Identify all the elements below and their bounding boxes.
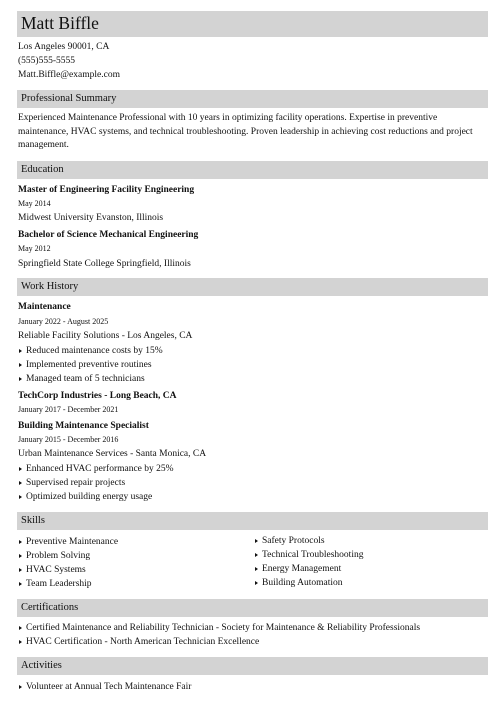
section-header-skills	[17, 512, 488, 530]
contact-email: Matt.Biffle@example.com	[18, 70, 120, 80]
activities-list	[18, 680, 191, 694]
list-item: Safety Protocols	[254, 534, 363, 548]
job-title: Maintenance	[18, 302, 71, 312]
section-header-work-history	[17, 278, 488, 296]
job-title: Building Maintenance Specialist	[18, 421, 149, 431]
section-title: Education	[21, 164, 64, 175]
list-item: Preventive Maintenance	[18, 535, 118, 549]
contact-address: Los Angeles 90001, CA	[18, 42, 110, 52]
job-bullets	[18, 462, 174, 504]
list-item: Optimized building energy usage	[18, 490, 174, 504]
list-item: Energy Management	[254, 562, 363, 576]
education-school: Springfield State College Springfield, Illinois	[18, 259, 191, 269]
education-degree: Master of Engineering Facility Engineering	[18, 185, 195, 195]
section-title: Certifications	[21, 602, 79, 613]
section-header-summary	[17, 90, 488, 108]
section-title: Professional Summary	[21, 93, 117, 104]
list-item: Problem Solving	[18, 549, 118, 563]
candidate-name: Matt Biffle	[21, 13, 99, 33]
section-header-certifications	[17, 599, 488, 617]
list-item: Volunteer at Annual Tech Maintenance Fair	[18, 680, 191, 694]
list-item: HVAC Certification - North American Technician Excellence	[18, 635, 420, 649]
list-item: Reduced maintenance costs by 15%	[18, 344, 163, 358]
job-dates: January 2022 - August 2025	[18, 317, 109, 326]
name-header	[17, 11, 488, 37]
list-item: Team Leadership	[18, 577, 118, 591]
job-dates: January 2017 - December 2021	[18, 405, 119, 414]
section-title: Work History	[21, 281, 79, 292]
list-item: Technical Troubleshooting	[254, 548, 363, 562]
list-item: HVAC Systems	[18, 563, 118, 577]
job-dates: January 2015 - December 2016	[18, 435, 119, 444]
certifications-list	[18, 621, 420, 649]
list-item: Enhanced HVAC performance by 25%	[18, 462, 174, 476]
skills-list-right	[254, 534, 363, 590]
list-item: Supervised repair projects	[18, 476, 174, 490]
job-company: Urban Maintenance Services - Santa Monica, CA	[18, 449, 207, 459]
job-bullets	[18, 344, 163, 386]
education-degree: Bachelor of Science Mechanical Engineering	[18, 230, 199, 240]
contact-phone: (555)555-5555	[18, 56, 75, 66]
section-title: Skills	[21, 515, 45, 526]
list-item: Certified Maintenance and Reliability Technician - Society for Maintenance & Reliability Professionals	[18, 621, 420, 635]
section-header-activities	[17, 657, 488, 675]
skills-list-left	[18, 535, 118, 591]
list-item: Building Automation	[254, 576, 363, 590]
job-company: Reliable Facility Solutions - Los Angeles, CA	[18, 331, 193, 341]
education-date: May 2012	[18, 244, 51, 253]
education-school: Midwest University Evanston, Illinois	[18, 213, 164, 223]
section-title: Activities	[21, 660, 62, 671]
section-header-education	[17, 161, 488, 179]
education-date: May 2014	[18, 199, 51, 208]
list-item: Managed team of 5 technicians	[18, 372, 163, 386]
summary-text: Experienced Maintenance Professional with 10 years in optimizing facility operations. Expertise in preventive maintenance, HVAC systems, and technical troubleshooting. Proven leadership in achieving cost reductions and project management.	[18, 113, 473, 150]
list-item: Implemented preventive routines	[18, 358, 163, 372]
job-title: TechCorp Industries - Long Beach, CA	[18, 391, 177, 401]
